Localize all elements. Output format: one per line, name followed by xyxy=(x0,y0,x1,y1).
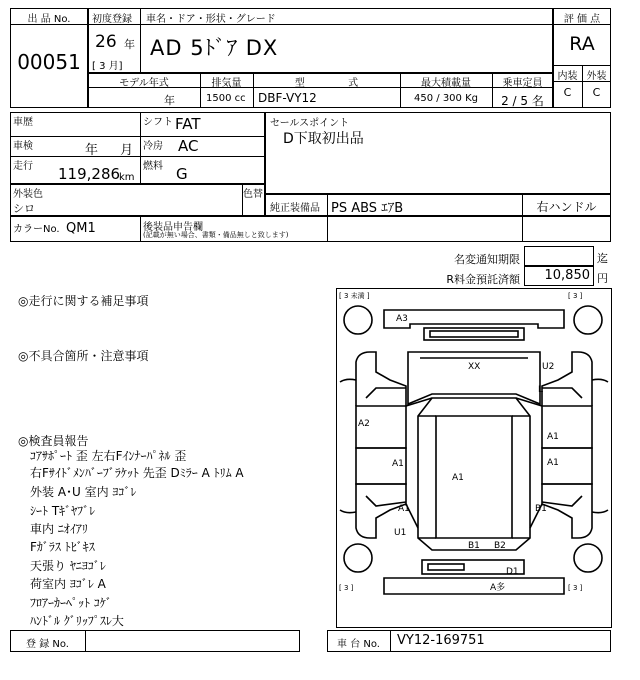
ac: AC xyxy=(178,137,199,155)
equipment-label: 純正装備品 xyxy=(270,203,320,214)
model-code: DBF-VY12 xyxy=(258,91,317,105)
first-reg-label: 初度登録 xyxy=(92,14,132,25)
max-load-label: 最大積載量 xyxy=(421,78,471,89)
diagram-mark: A1 xyxy=(398,504,410,514)
inspection-label: 車検 xyxy=(13,141,33,152)
capacity: 2 / 5 名 xyxy=(501,94,544,108)
fuel: G xyxy=(176,165,188,183)
name-change-box xyxy=(524,246,594,266)
registration-label: 登 録 No. xyxy=(26,639,69,650)
diagram-mark: B1 xyxy=(535,504,547,514)
corner-label-top-left: [ 3 未満 ] xyxy=(339,292,370,300)
reg-month: [ 3 月] xyxy=(92,61,123,72)
model-label: 型 式 xyxy=(294,78,359,89)
car-name: AD 5ﾄﾞｱ DX xyxy=(150,36,279,60)
interior-label: 内装 xyxy=(557,71,578,82)
lot-number: 00051 xyxy=(17,50,81,74)
diagram-mark: A3 xyxy=(396,314,408,324)
displacement-label: 排気量 xyxy=(211,78,242,89)
fuel-label: 燃料 xyxy=(143,161,163,172)
ext-color-label: 外装色 xyxy=(13,189,43,200)
diagram-mark: A1 xyxy=(547,458,559,468)
driving-notes-heading: ◎走行に関する補足事項 xyxy=(18,294,149,308)
rating-label: 評 価 点 xyxy=(563,14,601,25)
color-change-label: 色替 xyxy=(243,189,263,200)
color-no: QM1 xyxy=(66,221,96,236)
exterior-grade: C xyxy=(592,86,601,99)
chassis-no: VY12-169751 xyxy=(397,633,485,648)
lot-label: 出 品 No. xyxy=(27,14,71,25)
report-line: ｼｰﾄ Tｷﾞﾔﾌﾞﾚ xyxy=(30,504,96,518)
diagram-mark: U1 xyxy=(394,528,407,538)
diagram-mark: A2 xyxy=(358,419,370,429)
defects-heading: ◎不具合箇所・注意事項 xyxy=(18,349,149,363)
diagram-mark: A1 xyxy=(547,432,559,442)
diagram-mark: U2 xyxy=(542,362,555,372)
ac-label: 冷房 xyxy=(143,141,163,152)
shift: FAT xyxy=(175,115,201,133)
reg-year: 26 xyxy=(95,32,117,52)
diagram-mark: B2 xyxy=(494,541,506,551)
aftermarket-label: 後装品申告欄 xyxy=(143,222,203,233)
report-line: ｺｱｻﾎﾟｰﾄ 歪 左右Fｲﾝﾅｰﾊﾟﾈﾙ 歪 xyxy=(30,449,187,463)
inspection-value: 年 月 xyxy=(85,143,134,158)
report-line: 外装 A･U 室内 ﾖｺﾞﾚ xyxy=(30,485,137,499)
color-no-label: カラーNo. xyxy=(13,224,60,235)
exterior-label: 外装 xyxy=(586,71,607,82)
history-label: 車歴 xyxy=(13,117,33,128)
mileage-unit: km xyxy=(119,172,135,183)
aftermarket-note: (記載が無い場合、書類・備品無しと致します) xyxy=(143,231,289,239)
interior-grade: C xyxy=(563,86,572,99)
chassis-label: 車 台 No. xyxy=(337,639,380,650)
diagram-mark: A多 xyxy=(490,583,506,593)
capacity-label: 乗車定員 xyxy=(502,78,543,89)
car-damage-diagram xyxy=(336,288,612,628)
diagram-mark: B1 xyxy=(468,541,480,551)
recycle-value: 10,850 xyxy=(544,268,590,283)
mileage-label: 走行 xyxy=(13,161,33,172)
report-line: 荷室内 ﾖｺﾞﾚ A xyxy=(30,577,106,591)
diagram-mark: D1 xyxy=(506,567,519,577)
recycle-unit: 円 xyxy=(597,272,608,285)
max-load: 450 / 300 Kg xyxy=(414,93,478,104)
reg-year-unit: 年 xyxy=(124,38,135,51)
car-name-label: 車名・ドア・形状・グレード xyxy=(146,14,276,25)
details-box xyxy=(10,112,265,184)
diagram-mark: A1 xyxy=(392,459,404,469)
name-change-label: 名変通知期限 xyxy=(454,253,520,266)
displacement: 1500 cc xyxy=(206,93,246,104)
steering: 右ハンドル xyxy=(536,200,597,214)
diagram-mark: A1 xyxy=(452,473,464,483)
sales-point: D下取初出品 xyxy=(283,131,364,147)
report-line: 車内 ﾆｵｲｱﾘ xyxy=(30,522,88,536)
model-year: 年 xyxy=(164,94,175,107)
mileage: 119,286 xyxy=(58,165,121,183)
inspector-report-heading: ◎検査員報告 xyxy=(18,434,89,448)
shift-label: シフト xyxy=(143,117,173,128)
report-line: ﾊﾝﾄﾞﾙ ｸﾞﾘｯﾌﾟｽﾚ大 xyxy=(30,614,124,628)
diagram-mark: L xyxy=(538,385,544,395)
report-line: Fｶﾞﾗｽ ﾄﾋﾞｷｽ xyxy=(30,540,95,554)
corner-label-top-right: [ 3 ] xyxy=(568,292,583,300)
color-no-box xyxy=(10,216,611,242)
recycle-label: R料金預託済額 xyxy=(446,273,520,286)
report-line: ﾌﾛｱｰｶｰﾍﾟｯﾄ ｺｹﾞ xyxy=(30,596,112,610)
ext-color: シロ xyxy=(13,202,35,215)
model-year-label: モデル年式 xyxy=(119,78,169,89)
ext-color-box xyxy=(10,184,265,216)
rating-score: RA xyxy=(569,33,595,55)
report-line: 右Fｻｲﾄﾞﾒﾝﾊﾞｰﾌﾞﾗｹｯﾄ 先歪 Dﾐﾗｰ A ﾄﾘﾑ A xyxy=(30,466,244,480)
name-change-unit: 迄 xyxy=(597,252,608,265)
report-line: 天張り ﾔﾆﾖｺﾞﾚ xyxy=(30,559,106,573)
corner-label-bottom-left: [ 3 ] xyxy=(339,584,354,592)
diagram-mark: XX xyxy=(468,362,481,372)
corner-label-bottom-right: [ 3 ] xyxy=(568,584,583,592)
sales-point-label: セールスポイント xyxy=(270,118,350,129)
equipment: PS ABS ｴｱB xyxy=(331,201,404,216)
